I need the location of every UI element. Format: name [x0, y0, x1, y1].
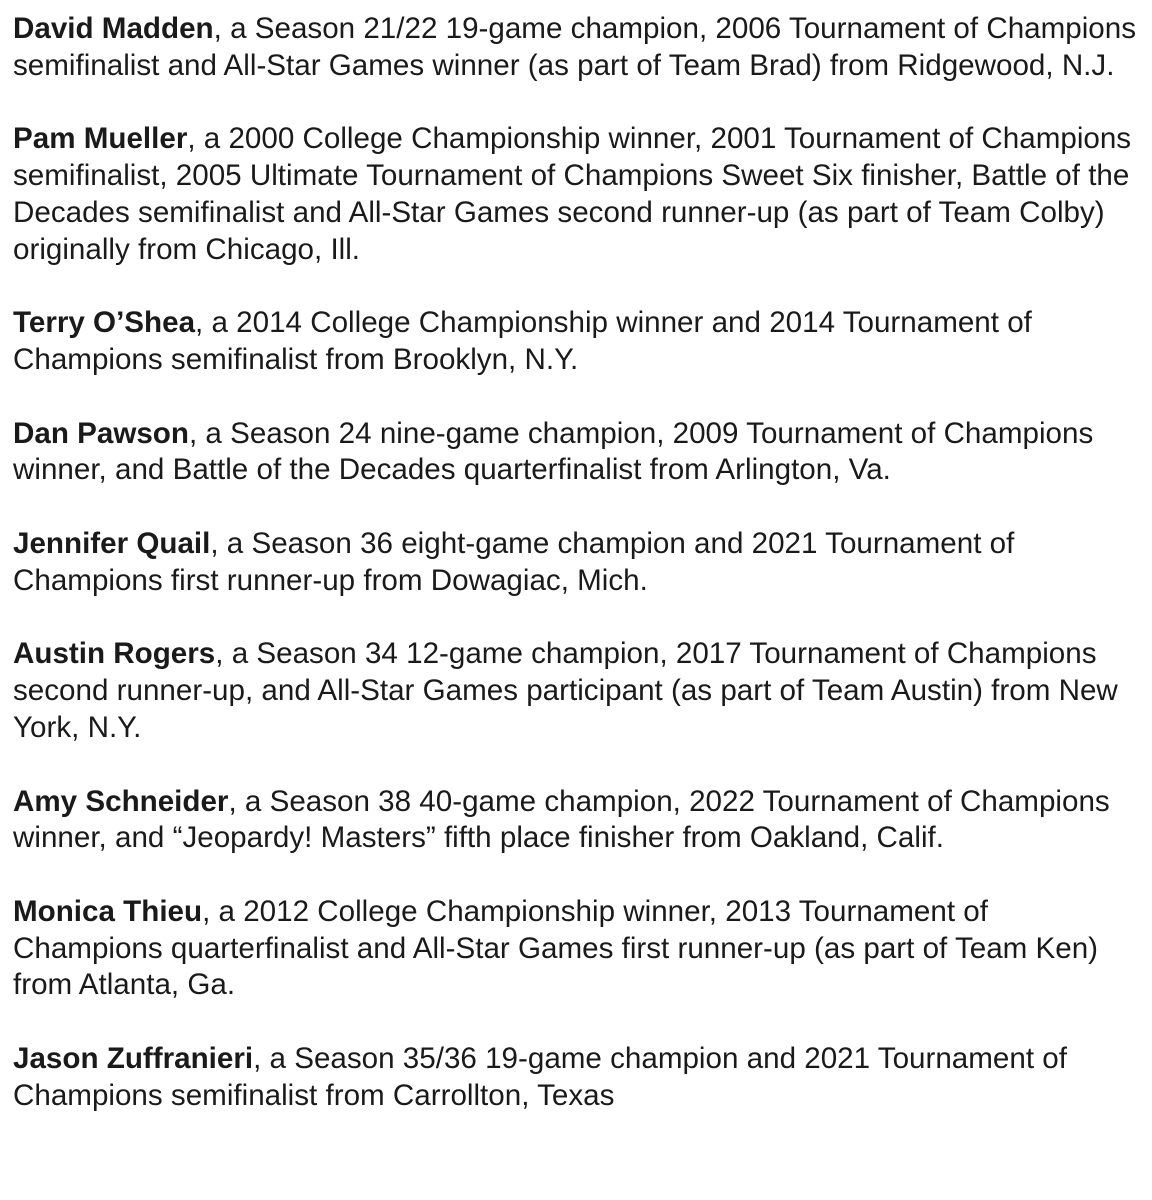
contestant-entry-terry-oshea	[13, 305, 1138, 378]
contestant-name: Jennifer Quail	[13, 527, 211, 561]
contestant-entry-pam-mueller	[13, 121, 1138, 268]
contestant-entry-jason-zuffranieri	[13, 1041, 1138, 1114]
contestant-entry-amy-schneider	[13, 784, 1138, 857]
contestant-description: , a Season 21/22 19-game champion, 2006 Tournament of Champions semifinalist and All-Star Games winner (as part of Team Brad) from Ridgewood, N.J.	[13, 12, 1137, 82]
contestant-name: David Madden	[13, 12, 214, 45]
contestant-description: , a 2014 College Championship winner and 2014 Tournament of Champions semifinalist from Brooklyn, N.Y.	[13, 306, 1032, 376]
contestant-description: , a Season 34 12-game champion, 2017 Tournament of Champions second runner-up, and All-Star Games participant (as part of Team Austin) from New York, N.Y.	[13, 637, 1118, 744]
contestant-entry-austin-rogers	[13, 636, 1138, 746]
contestant-entry-monica-thieu	[13, 894, 1138, 1004]
contestant-name: Jason Zuffranieri	[13, 1042, 254, 1076]
contestant-entry-dan-pawson	[13, 416, 1138, 489]
contestant-description: , a Season 35/36 19-game champion and 2021 Tournament of Champions semifinalist from Carrollton, Texas	[13, 1042, 1067, 1112]
contestant-entry-jennifer-quail	[13, 526, 1138, 599]
contestant-description: , a Season 36 eight-game champion and 2021 Tournament of Champions first runner-up from Dowagiac, Mich.	[13, 527, 1015, 597]
contestant-description: , a Season 38 40-game champion, 2022 Tournament of Champions winner, and “Jeopardy! Masters” fifth place finisher from Oakland, Calif.	[13, 784, 1110, 855]
contestant-name: Pam Mueller	[13, 122, 188, 156]
contestant-name: Monica Thieu	[13, 894, 203, 928]
contestant-name: Dan Pawson	[13, 416, 189, 450]
contestant-description: , a Season 24 nine-game champion, 2009 Tournament of Champions winner, and Battle of the Decades quarterfinalist from Arlington, Va.	[13, 416, 1094, 487]
contestant-name: Austin Rogers	[13, 637, 216, 671]
contestant-name: Amy Schneider	[13, 784, 229, 818]
contestant-name: Terry O’Shea	[13, 306, 196, 340]
contestant-description: , a 2000 College Championship winner, 2001 Tournament of Champions semifinalist, 2005 Ultimate Tournament of Champions Sweet Six finisher, Battle of the Decades semifinalist and All-Star Games second runner-up (as part of Team Colby) originally from Chicago, Ill.	[13, 122, 1132, 266]
contestant-description: , a 2012 College Championship winner, 2013 Tournament of Champions quarterfinalist and All-Star Games first runner-up (as part of Team Ken) from Atlanta, Ga.	[13, 894, 1099, 1002]
contestant-entry-david-madden	[13, 11, 1138, 84]
